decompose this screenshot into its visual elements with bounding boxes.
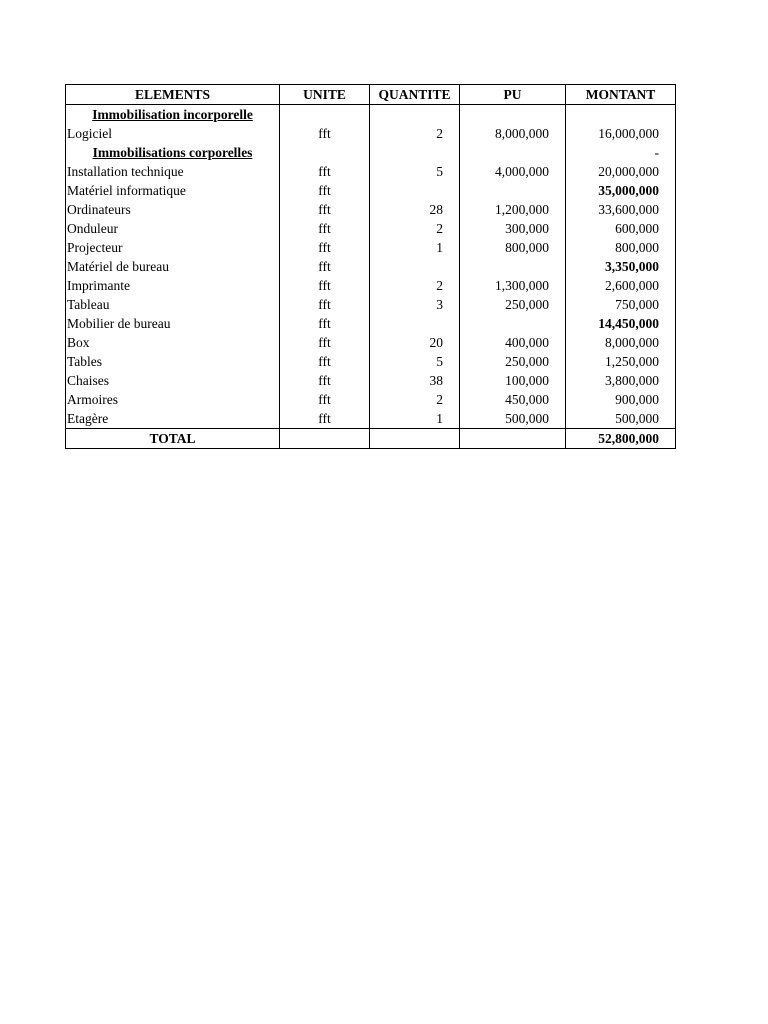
header-elements: ELEMENTS (66, 85, 280, 105)
quantite-cell: 2 (370, 219, 460, 238)
montant-cell: 14,450,000 (566, 314, 676, 333)
element-cell: Imprimante (66, 276, 280, 295)
quantite-cell: 2 (370, 124, 460, 143)
header-montant: MONTANT (566, 85, 676, 105)
pu-cell: 300,000 (460, 219, 566, 238)
section-title: Immobilisations corporelles (66, 143, 280, 162)
budget-sheet (65, 84, 675, 449)
unite-cell: fft (280, 371, 370, 390)
pu-cell: 100,000 (460, 371, 566, 390)
section-row (66, 105, 676, 125)
quantite-cell: 20 (370, 333, 460, 352)
element-cell: Logiciel (66, 124, 280, 143)
element-cell: Tables (66, 352, 280, 371)
quantite-cell: 5 (370, 352, 460, 371)
header-row (66, 85, 676, 105)
table-row (66, 200, 676, 219)
table-body (66, 105, 676, 429)
pu-cell: 400,000 (460, 333, 566, 352)
montant-cell: 20,000,000 (566, 162, 676, 181)
unite-cell: fft (280, 276, 370, 295)
unite-cell: fft (280, 333, 370, 352)
unite-cell: fft (280, 314, 370, 333)
total-pu-cell (460, 429, 566, 449)
unite-cell: fft (280, 238, 370, 257)
investment-table (65, 84, 676, 449)
montant-cell: 500,000 (566, 409, 676, 429)
element-cell: Matériel de bureau (66, 257, 280, 276)
element-cell: Ordinateurs (66, 200, 280, 219)
montant-cell: 35,000,000 (566, 181, 676, 200)
pu-cell: 250,000 (460, 295, 566, 314)
quantite-cell: 2 (370, 276, 460, 295)
element-cell: Etagère (66, 409, 280, 429)
header-unite: UNITE (280, 85, 370, 105)
unite-cell: fft (280, 124, 370, 143)
section-title: Immobilisation incorporelle (66, 105, 280, 125)
pu-cell: 800,000 (460, 238, 566, 257)
table-row (66, 257, 676, 276)
montant-cell: 16,000,000 (566, 124, 676, 143)
pu-cell: 250,000 (460, 352, 566, 371)
table-row (66, 295, 676, 314)
montant-cell: 750,000 (566, 295, 676, 314)
montant-cell: 1,250,000 (566, 352, 676, 371)
montant-cell: 33,600,000 (566, 200, 676, 219)
element-cell: Box (66, 333, 280, 352)
quantite-cell (370, 314, 460, 333)
table-row (66, 390, 676, 409)
table-header (66, 85, 676, 105)
quantite-cell: 3 (370, 295, 460, 314)
unite-cell (280, 143, 370, 162)
pu-cell: 8,000,000 (460, 124, 566, 143)
element-cell: Matériel informatique (66, 181, 280, 200)
quantite-cell: 38 (370, 371, 460, 390)
montant-cell: 800,000 (566, 238, 676, 257)
element-cell: Mobilier de bureau (66, 314, 280, 333)
pu-cell: 500,000 (460, 409, 566, 429)
table-row (66, 371, 676, 390)
montant-cell (566, 105, 676, 125)
element-cell: Onduleur (66, 219, 280, 238)
table-footer (66, 429, 676, 449)
table-row (66, 124, 676, 143)
quantite-cell (370, 257, 460, 276)
element-cell: Projecteur (66, 238, 280, 257)
header-quantite: QUANTITE (370, 85, 460, 105)
unite-cell: fft (280, 162, 370, 181)
unite-cell (280, 105, 370, 125)
pu-cell: 4,000,000 (460, 162, 566, 181)
unite-cell: fft (280, 181, 370, 200)
table-row (66, 333, 676, 352)
quantite-cell: 5 (370, 162, 460, 181)
pu-cell (460, 181, 566, 200)
table-row (66, 162, 676, 181)
total-unite-cell (280, 429, 370, 449)
section-row (66, 143, 676, 162)
table-row (66, 276, 676, 295)
quantite-cell: 1 (370, 238, 460, 257)
element-cell: Tableau (66, 295, 280, 314)
element-cell: Armoires (66, 390, 280, 409)
table-row (66, 352, 676, 371)
table-row (66, 181, 676, 200)
pu-cell: 1,200,000 (460, 200, 566, 219)
unite-cell: fft (280, 352, 370, 371)
element-cell: Installation technique (66, 162, 280, 181)
pu-cell: 1,300,000 (460, 276, 566, 295)
montant-cell: 900,000 (566, 390, 676, 409)
table-row (66, 219, 676, 238)
total-montant: 52,800,000 (566, 429, 676, 449)
table-row (66, 314, 676, 333)
table-row (66, 409, 676, 429)
quantite-cell: 1 (370, 409, 460, 429)
montant-cell: 3,350,000 (566, 257, 676, 276)
pu-cell (460, 105, 566, 125)
montant-cell: - (566, 143, 676, 162)
unite-cell: fft (280, 200, 370, 219)
montant-cell: 8,000,000 (566, 333, 676, 352)
unite-cell: fft (280, 257, 370, 276)
quantite-cell: 2 (370, 390, 460, 409)
unite-cell: fft (280, 409, 370, 429)
element-cell: Chaises (66, 371, 280, 390)
header-pu: PU (460, 85, 566, 105)
unite-cell: fft (280, 295, 370, 314)
table-row (66, 238, 676, 257)
montant-cell: 3,800,000 (566, 371, 676, 390)
unite-cell: fft (280, 219, 370, 238)
unite-cell: fft (280, 390, 370, 409)
montant-cell: 2,600,000 (566, 276, 676, 295)
pu-cell (460, 257, 566, 276)
pu-cell: 450,000 (460, 390, 566, 409)
pu-cell (460, 314, 566, 333)
quantite-cell (370, 105, 460, 125)
total-row (66, 429, 676, 449)
total-quantite-cell (370, 429, 460, 449)
montant-cell: 600,000 (566, 219, 676, 238)
quantite-cell (370, 143, 460, 162)
pu-cell (460, 143, 566, 162)
quantite-cell (370, 181, 460, 200)
total-label: TOTAL (66, 429, 280, 449)
quantite-cell: 28 (370, 200, 460, 219)
